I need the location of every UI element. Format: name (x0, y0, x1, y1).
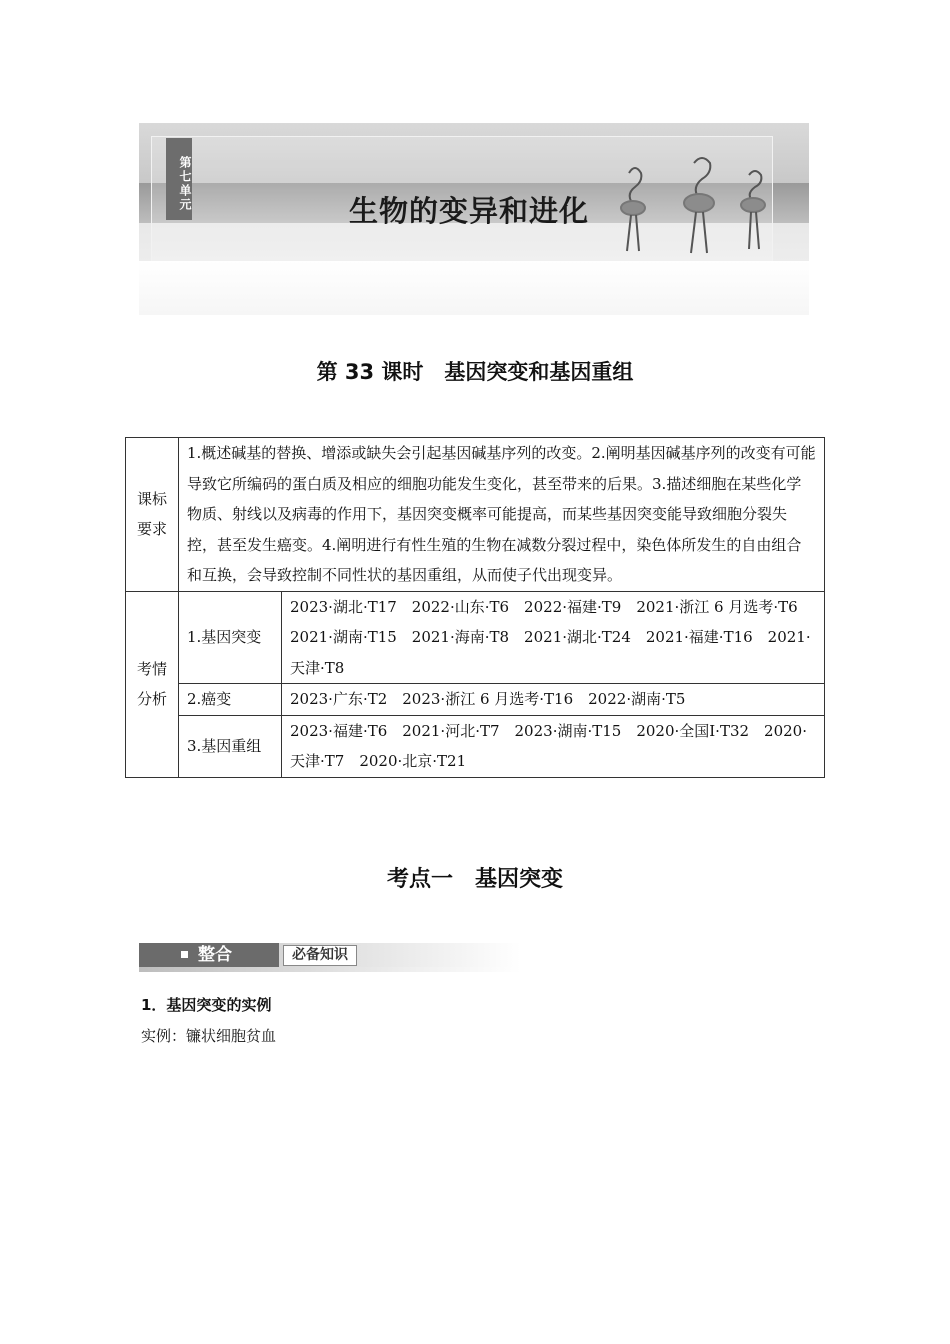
requirements-table (125, 437, 825, 778)
section-bar-underline (139, 967, 521, 972)
analysis-exams: 2023·湖北·T17 2022·山东·T6 2022·福建·T9 2021·浙江 6 月选考·T6 2021·湖南·T15 2021·海南·T8 2021·湖北·T24 2021·福建·T16 2021·天津·T8 (282, 591, 825, 684)
section-bar-light-label: 必备知识 (283, 945, 357, 966)
analysis-topic: 1.基因突变 (179, 591, 282, 684)
section-bar-dark (139, 943, 279, 967)
lesson-title: 第 33 课时 基因突变和基因重组 (316, 360, 634, 384)
analysis-topic: 2.癌变 (179, 684, 282, 716)
analysis-exams: 2023·福建·T6 2021·河北·T7 2023·湖南·T15 2020·全国Ⅰ·T32 2020·天津·T7 2020·北京·T21 (282, 715, 825, 777)
section-example: 实例：镰状细胞贫血 (141, 1027, 277, 1045)
table-row-curriculum (126, 438, 825, 592)
analysis-exams: 2023·广东·T2 2023·浙江 6 月选考·T16 2022·湖南·T5 (282, 684, 825, 716)
point-title: 考点一 基因突变 (386, 867, 563, 892)
table-row-analysis-1 (126, 591, 825, 684)
section-bar-dark-label: 整合 (198, 945, 232, 965)
unit-title: 生物的变异和进化 (349, 194, 590, 228)
table-row-analysis-2 (126, 684, 825, 716)
section-heading: 1．基因突变的实例 (141, 996, 272, 1014)
section-bar-light (279, 943, 521, 967)
square-icon (181, 951, 188, 958)
section-bar (139, 941, 521, 973)
banner-shadow (139, 261, 809, 315)
curriculum-text: 1.概述碱基的替换、增添或缺失会引起基因碱基序列的改变。2.阐明基因碱基序列的改变有可能导致它所编码的蛋白质及相应的细胞功能发生变化，甚至带来的后果。3.描述细胞在某些化学物质、射线以及病毒的作用下，基因突变概率可能提高，而某些基因突变能导致细胞分裂失控，甚至发生癌变。4.阐明进行有性生殖的生物在减数分裂过程中，染色体所发生的自由组合和互换，会导致控制不同性状的基因重组，从而使子代出现变异。 (179, 438, 825, 592)
analysis-topic: 3.基因重组 (179, 715, 282, 777)
unit-banner (139, 123, 809, 315)
flamingo-illustration (599, 153, 799, 263)
table-row-analysis-3 (126, 715, 825, 777)
analysis-label: 考情分析 (126, 591, 179, 777)
unit-tag: 第七单元 (166, 138, 192, 220)
curriculum-label: 课标要求 (126, 438, 179, 592)
